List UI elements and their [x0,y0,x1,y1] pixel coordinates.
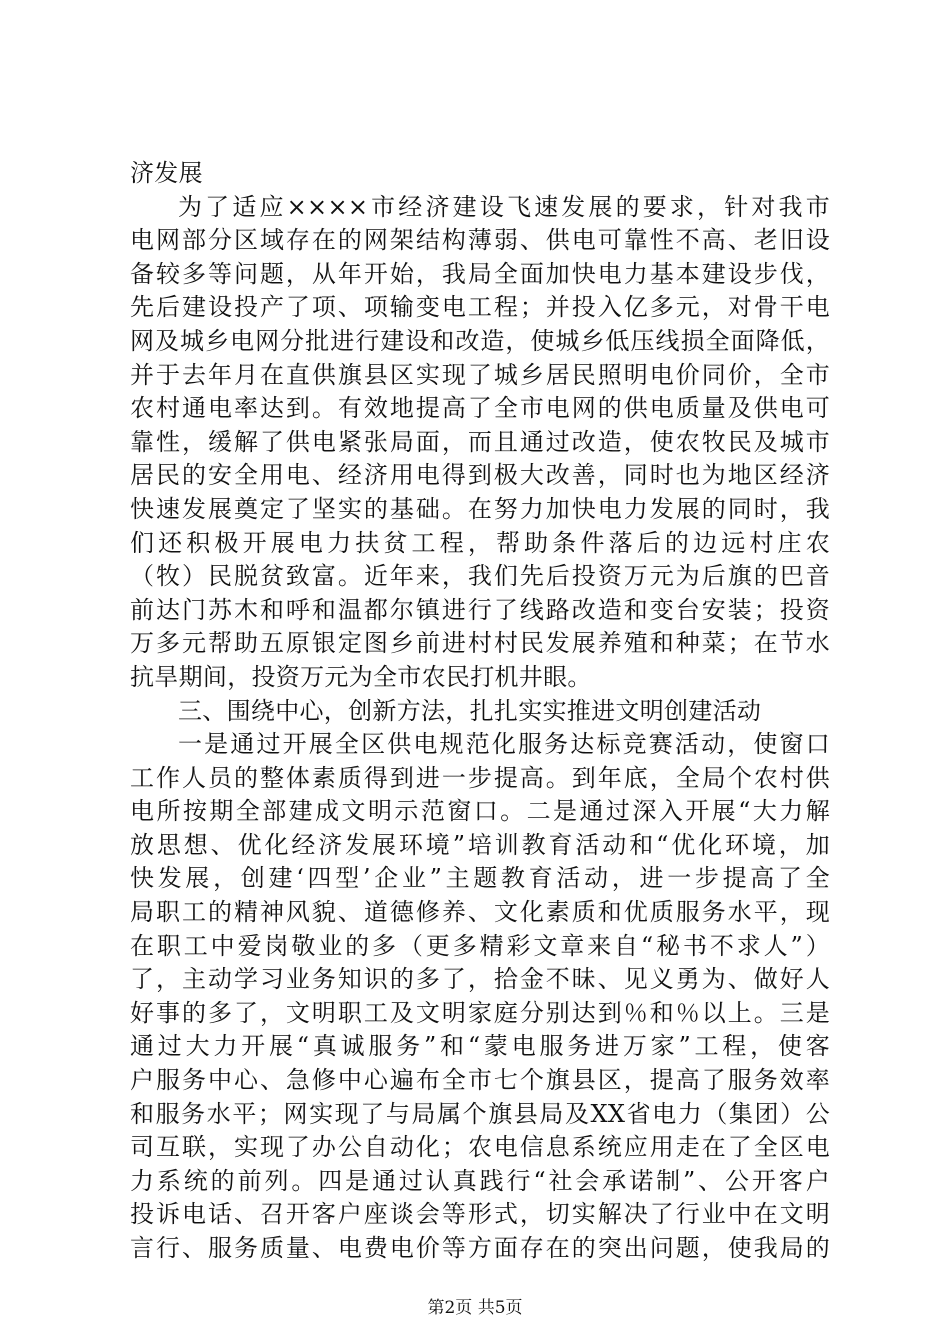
text-line: 一是通过开展全区供电规范化服务达标竞赛活动，使窗口 [178,730,830,759]
page-number-footer: 第2页 共5页 [427,1298,523,1318]
text-line: 电所按期全部建成文明示范窗口。二是通过深入开展“大力解 [130,797,830,826]
text-line: 抗旱期间，投资万元为全市农民打机井眼。 [130,662,592,691]
text-line: 电网部分区域存在的网架结构薄弱、供电可靠性不高、老旧设 [130,226,830,255]
text-line: 济发展 [130,159,203,187]
body-text [130,157,830,1266]
text-line: 好事的多了，文明职工及文明家庭分别达到％和％以上。三是 [130,998,830,1027]
text-line: 先后建设投产了项、项输变电工程；并投入亿多元，对骨干电 [130,293,830,322]
text-line: 投诉电话、召开客户座谈会等形式，切实解决了行业中在文明 [130,1200,830,1229]
text-line: 言行、服务质量、电费电价等方面存在的突出问题，使我局的 [130,1234,830,1262]
text-line: 农村通电率达到。有效地提高了全市电网的供电质量及供电可 [130,394,830,423]
text-line: 居民的安全用电、经济用电得到极大改善，同时也为地区经济 [130,461,830,490]
text-line: 三、围绕中心，创新方法，扎扎实实推进文明创建活动 [178,696,762,725]
text-line: 户服务中心、急修中心遍布全市七个旗县区，提高了服务效率 [130,1066,830,1095]
text-line: 通过大力开展“真诚服务”和“蒙电服务进万家”工程，使客 [130,1032,830,1061]
text-line: 快速发展奠定了坚实的基础。在努力加快电力发展的同时，我 [130,494,830,523]
text-line: 力系统的前列。四是通过认真践行“社会承诺制”、公开客户 [130,1166,830,1195]
text-line: 快发展，创建‘四型’企业”主题教育活动，进一步提高了全 [130,864,830,893]
text-line: 靠性，缓解了供电紧张局面，而且通过改造，使农牧民及城市 [130,427,830,456]
text-line: 并于去年月在直供旗县区实现了城乡居民照明电价同价，全市 [130,360,830,389]
text-line: 万多元帮助五原银定图乡前进村村民发展养殖和种菜；在节水 [130,629,830,658]
text-line: 们还积极开展电力扶贫工程，帮助条件落后的边远村庄农 [130,528,830,557]
text-line: 为了适应××××市经济建设飞速发展的要求，针对我市 [178,192,830,221]
text-line: 前达门苏木和呼和温都尔镇进行了线路改造和变台安装；投资 [130,595,830,624]
text-line: 工作人员的整体素质得到进一步提高。到年底，全局个农村供 [130,763,830,792]
text-line: 了，主动学习业务知识的多了，拾金不昧、见义勇为、做好人 [130,965,830,994]
text-line: 放思想、优化经济发展环境”培训教育活动和“优化环境，加 [130,830,830,859]
text-line: 在职工中爱岗敬业的多（更多精彩文章来自“秘书不求人”） [130,931,830,960]
text-line: 司互联，实现了办公自动化；农电信息系统应用走在了全区电 [130,1133,830,1162]
text-line: 局职工的精神风貌、道德修养、文化素质和优质服务水平，现 [130,898,830,927]
text-line: （牧）民脱贫致富。近年来，我们先后投资万元为后旗的巴音 [130,562,830,591]
text-line: 和服务水平；网实现了与局属个旗县局及XX省电力（集团）公 [130,1099,830,1128]
text-line: 网及城乡电网分批进行建设和改造，使城乡低压线损全面降低， [130,326,830,355]
text-line: 备较多等问题，从年开始，我局全面加快电力基本建设步伐， [130,259,830,288]
